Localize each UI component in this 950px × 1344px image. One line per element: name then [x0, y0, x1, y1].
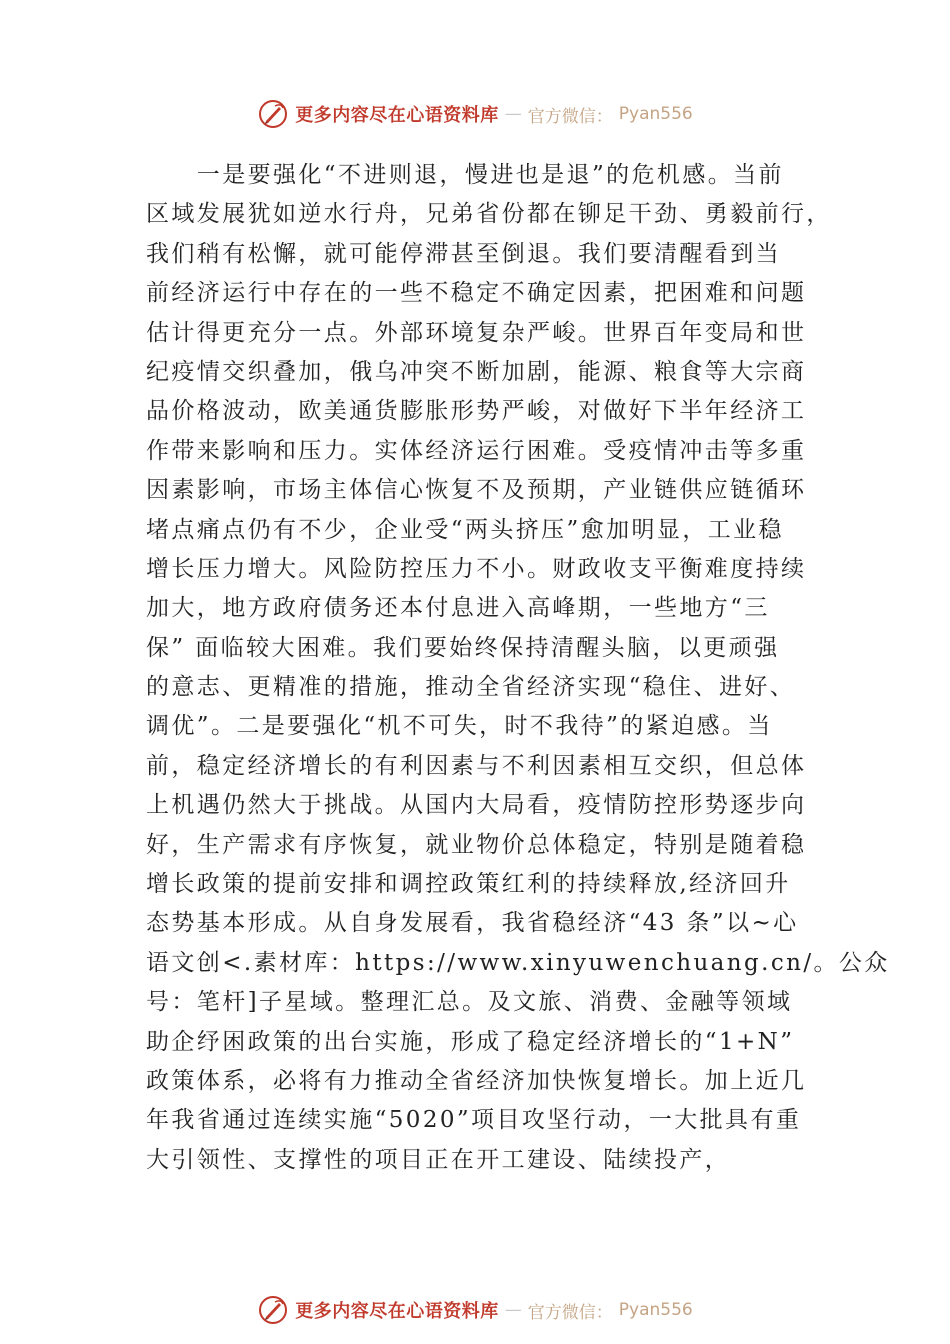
body-line: 一是要强化“不进则退，慢进也是退”的危机感。当前 [146, 162, 784, 188]
header-banner-content [257, 98, 692, 130]
body-line: 助企纾困政策的出台实施，形成了稳定经济增长的“1+N” [146, 1028, 795, 1055]
body-line: 区域发展犹如逆水行舟，兄弟省份都在铆足干劲、勇毅前行， [146, 201, 832, 228]
body-line: 增长压力增大。风险防控压力不小。财政收支平衡难度持续 [146, 555, 807, 582]
quill-pen-seal-icon [257, 98, 289, 130]
body-line: 增长政策的提前安排和调控政策红利的持续释放,经济回升 [146, 871, 791, 898]
body-line: 估计得更充分一点。外部环境复杂严峻。世界百年变局和世 [146, 319, 807, 346]
body-line: 前，稳定经济增长的有利因素与不利因素相互交织，但总体 [146, 752, 807, 779]
banner-wechat-label: 官方微信： [527, 1302, 613, 1323]
body-line: 的意志、更精准的措施，推动全省经济实现“稳住、进好、 [146, 674, 796, 701]
body-line: 堵点痛点仍有不少，企业受“两头挤压”愈加明显，工业稳 [146, 516, 784, 543]
body-line: 品价格波动，欧美通货膨胀形势严峻，对做好下半年经济工 [146, 398, 807, 425]
body-line: 政策体系，必将有力推动全省经济加快恢复增长。加上近几 [146, 1067, 807, 1094]
body-line: 作带来影响和压力。实体经济运行困难。受疫情冲击等多重 [146, 437, 807, 464]
body-line: 保” 面临较大困难。我们要始终保持清醒头脑，以更顽强 [146, 634, 780, 661]
quill-pen-seal-icon [257, 1294, 289, 1326]
banner-wechat-handle: Pyan556 [618, 104, 693, 124]
banner-separator: — [504, 104, 522, 124]
body-line: 年我省通过连续实施“5020”项目攻坚行动，一大批具有重 [146, 1107, 802, 1134]
body-line: 号：笔杆]子星域。整理汇总。及文旅、消费、金融等领域 [146, 989, 793, 1016]
body-line: 我们稍有松懈，就可能停滞甚至倒退。我们要清醒看到当 [146, 240, 781, 267]
body-line: 调优”。二是要强化“机不可失，时不我待”的紧迫感。当 [146, 713, 773, 740]
body-line: 上机遇仍然大于挑战。从国内大局看，疫情防控形势逐步向 [146, 792, 807, 819]
body-line: 因素影响，市场主体信心恢复不及预期，产业链供应链循环 [146, 477, 807, 504]
header-banner [0, 94, 950, 134]
document-body [146, 156, 890, 1180]
body-line: 加大，地方政府债务还本付息进入高峰期，一些地方“三 [146, 595, 770, 622]
banner-wechat-label: 官方微信： [527, 106, 613, 127]
footer-banner-content [257, 1294, 692, 1326]
banner-site-name: 更多内容尽在心语资料库 [295, 1301, 499, 1322]
body-line: 前经济运行中存在的一些不稳定不确定因素，把困难和问题 [146, 280, 807, 307]
footer-banner [0, 1290, 950, 1330]
banner-separator: — [504, 1300, 522, 1320]
body-line: 语文创<.素材库：https://www.xinyuwenchuang.cn/。公众 [146, 949, 890, 976]
body-line: 好，生产需求有序恢复，就业物价总体稳定，特别是随着稳 [146, 831, 807, 858]
banner-wechat-handle: Pyan556 [618, 1300, 693, 1320]
body-line: 态势基本形成。从自身发展看，我省稳经济“43 条”以~心 [146, 910, 799, 937]
body-line: 大引领性、支撑性的项目正在开工建设、陆续投产， [146, 1146, 731, 1173]
body-line: 纪疫情交织叠加，俄乌冲突不断加剧，能源、粮食等大宗商 [146, 358, 807, 385]
banner-site-name: 更多内容尽在心语资料库 [295, 105, 499, 126]
